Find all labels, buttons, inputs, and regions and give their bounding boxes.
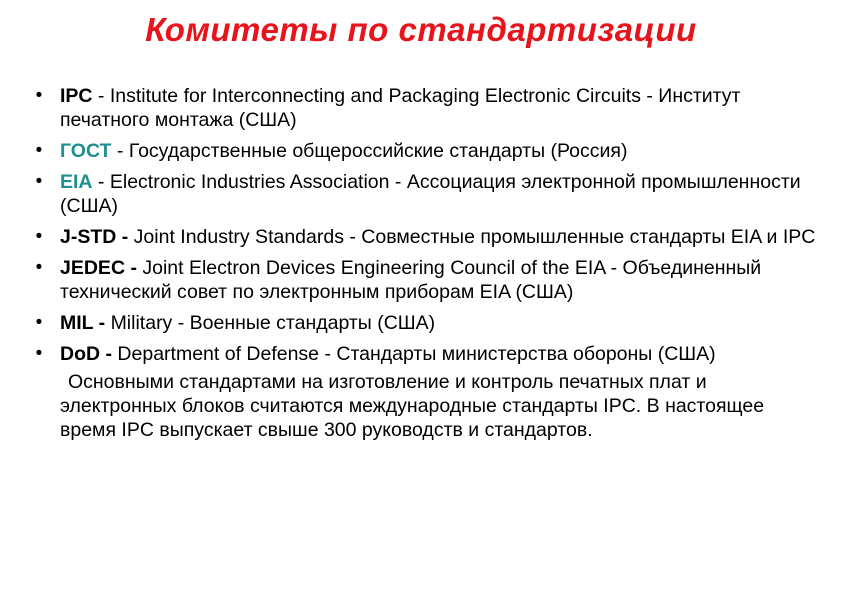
list-item-eia — [0, 170, 842, 218]
page-title: Комитеты по стандартизации — [145, 11, 697, 48]
list-item-jedec — [0, 256, 842, 304]
term-description: Military - Военные стандарты (США) — [110, 312, 436, 334]
list-item-mil — [0, 311, 842, 335]
term-description: Institute for Interconnecting and Packaging Electronic Circuits - Институт печатного монтажа (США) — [60, 85, 741, 131]
term-label: MIL - — [60, 312, 106, 334]
bullet-icon: • — [35, 85, 43, 106]
bullet-icon: • — [35, 312, 43, 333]
term-label: EIA — [60, 171, 93, 193]
term-label: DoD - — [60, 343, 112, 365]
bullet-icon: • — [35, 171, 43, 192]
bullet-icon: • — [35, 257, 43, 278]
list-item-gost — [0, 139, 842, 163]
term-description: Joint Electron Devices Engineering Council of the EIA - Объединенный технический совет по электронным приборам EIA (США) — [60, 257, 762, 303]
list-item-ipc — [0, 84, 842, 132]
term-label: J-STD - — [60, 226, 129, 248]
term-description: Electronic Industries Association - Ассоциация электронной промышленности (США) — [60, 171, 801, 217]
bullet-icon: • — [35, 343, 43, 364]
term-label: ГОСТ — [60, 140, 112, 162]
term-separator: - — [92, 85, 110, 107]
term-separator: - — [92, 171, 110, 193]
standards-committee-list — [0, 84, 842, 366]
term-description: Joint Industry Standards - Совместные промышленные стандарты EIA и IPC — [133, 226, 816, 248]
term-separator: - — [111, 140, 129, 162]
term-description: Государственные общероссийские стандарты (Россия) — [128, 140, 628, 162]
term-description: Department of Defense - Стандарты министерства обороны (США) — [117, 343, 716, 365]
term-label: IPC — [60, 85, 93, 107]
bullet-icon: • — [35, 226, 43, 247]
term-label: JEDEC - — [60, 257, 137, 279]
slide-content — [0, 84, 842, 442]
bullet-icon: • — [35, 140, 43, 161]
list-item-dod — [0, 342, 842, 366]
list-item-j-std — [0, 225, 842, 249]
summary-paragraph: Основными стандартами на изготовление и контроль печатных плат и электронных блоков считаются международные стандарты IPC. В настоящее время IPC выпускает свыше 300 руководств и стандартов. — [60, 371, 765, 441]
